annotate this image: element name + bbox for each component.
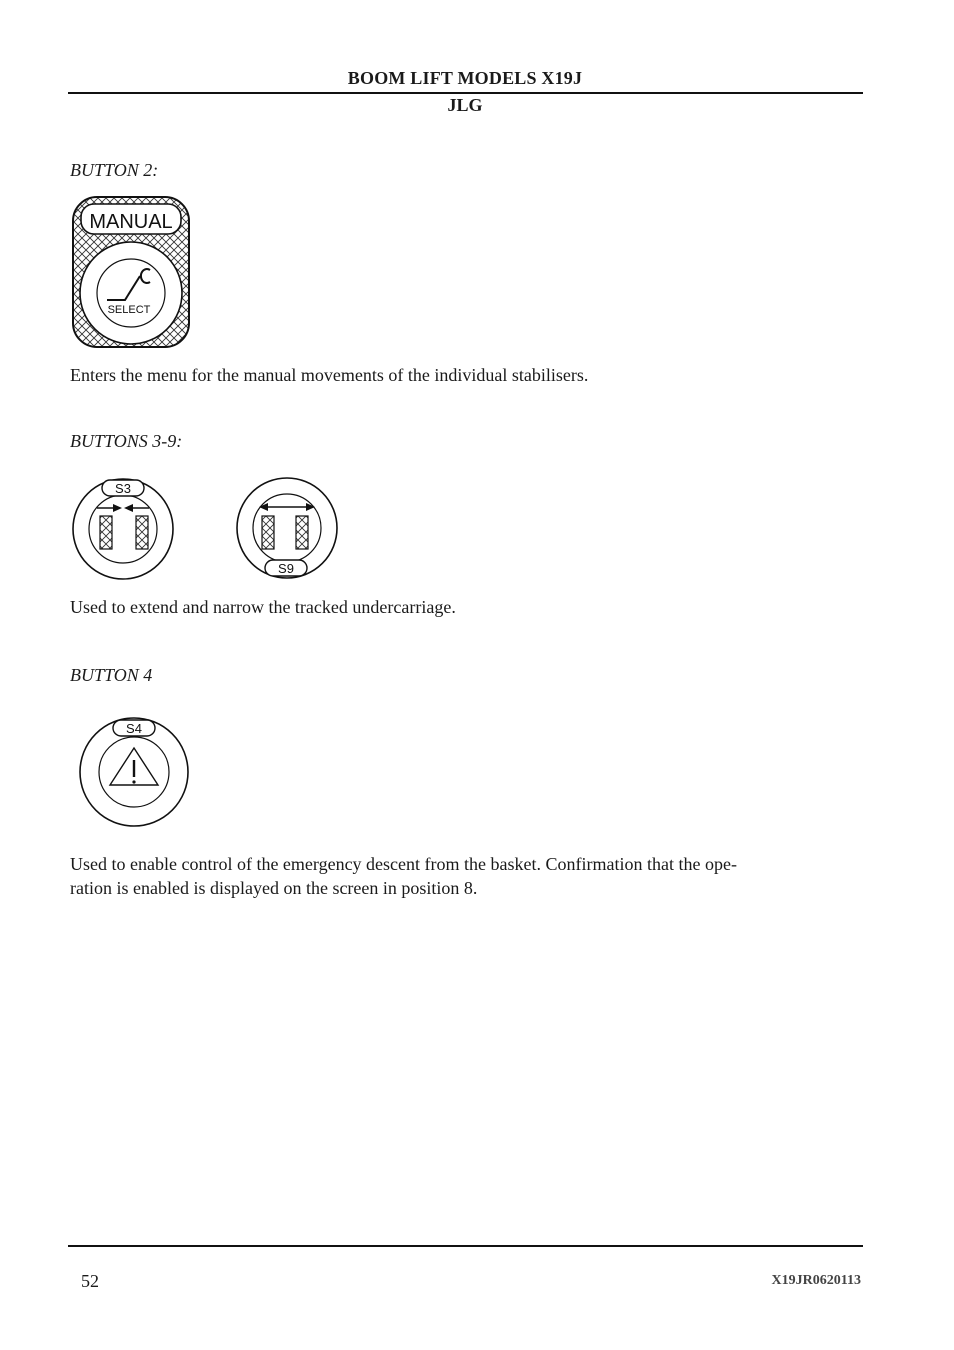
manual-select-button-figure [70, 194, 194, 357]
buttons-3-9-caption: BUTTONS 3-9: [70, 431, 183, 451]
button-4-description-line-2: ration is enabled is displayed on the screen in position 8. [70, 878, 478, 898]
page-number: 52 [81, 1271, 99, 1291]
button-2-description: Enters the menu for the manual movements of the individual stabilisers. [70, 365, 589, 385]
header-divider [68, 92, 863, 94]
button-4-caption: BUTTON 4 [70, 665, 153, 685]
page-header-title: BOOM LIFT MODELS X19J [347, 68, 583, 88]
manual-select-button-icon [70, 194, 194, 352]
s4-label: S4 [126, 721, 142, 736]
page-header-brand: JLG [447, 95, 483, 115]
s3-label: S3 [115, 481, 131, 496]
button-2-caption: BUTTON 2: [70, 160, 159, 180]
button-4-description-line-1: Used to enable control of the emergency descent from the basket. Confirmation that the ope- [70, 854, 737, 874]
button-4-description [70, 852, 862, 900]
manual-label: MANUAL [89, 211, 173, 233]
footer-divider [68, 1245, 863, 1247]
s3-narrow-button-figure [70, 476, 180, 587]
s4-emergency-button-figure [78, 716, 192, 833]
buttons-3-9-description: Used to extend and narrow the tracked undercarriage. [70, 597, 456, 617]
track-narrow-icon [70, 476, 180, 582]
document-code: X19JR0620113 [771, 1273, 861, 1288]
warning-triangle-icon [78, 716, 192, 828]
select-label: SELECT [107, 304, 151, 316]
s9-label: S9 [278, 561, 294, 576]
s9-extend-button-figure [234, 476, 344, 587]
track-extend-icon [234, 476, 344, 582]
